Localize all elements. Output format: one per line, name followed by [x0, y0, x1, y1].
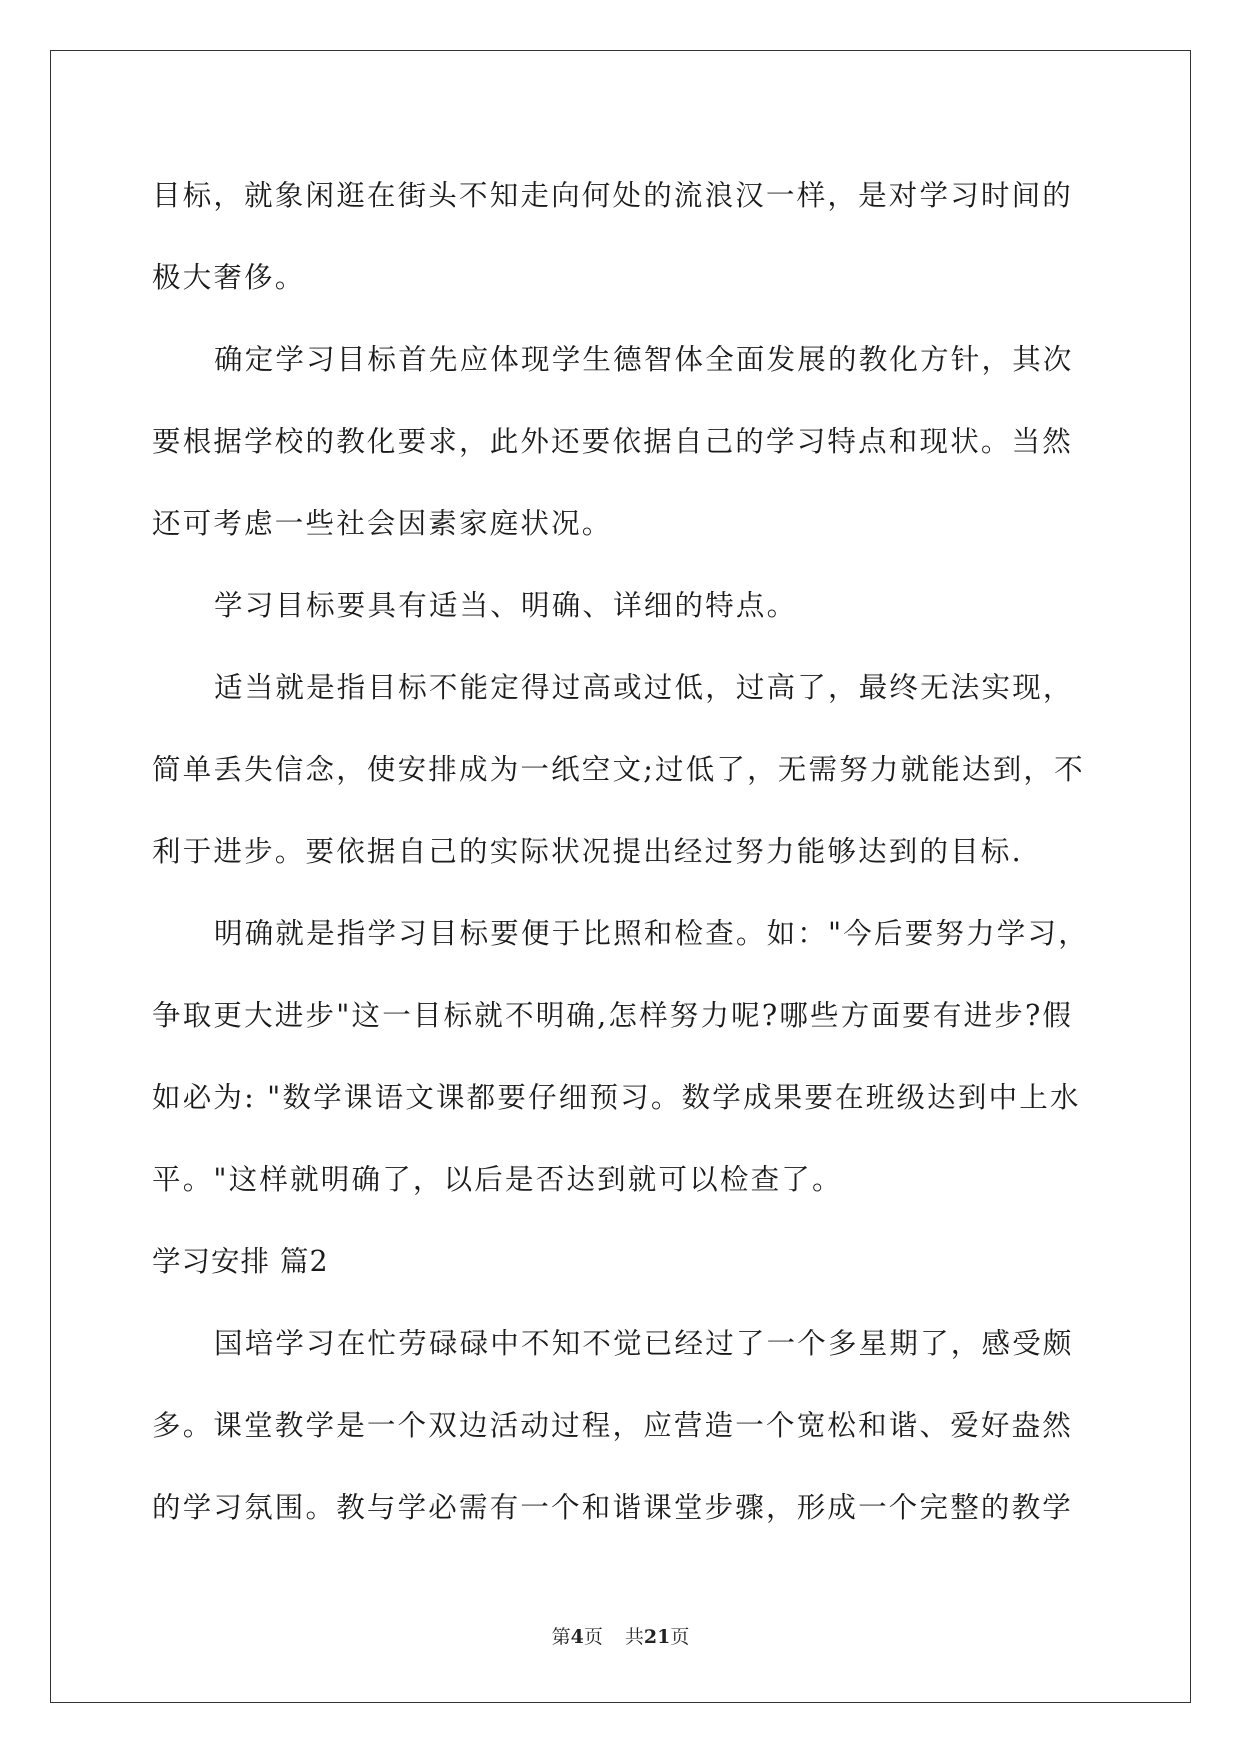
paragraph-start-line: 明确就是指学习目标要便于比照和检查。如："今后要努力学习，	[214, 917, 1089, 950]
text-line: 极大奢侈。	[152, 261, 306, 294]
text-line: 要根据学校的教化要求，此外还要依据自己的学习特点和现状。当然	[152, 425, 1074, 458]
page-suffix: 页	[583, 1626, 603, 1648]
paragraph-start-line: 确定学习目标首先应体现学生德智体全面发展的教化方针，其次	[214, 343, 1074, 376]
text-line: 如必为: "数学课语文课都要仔细预习。数学成果要在班级达到中上水	[152, 1081, 1081, 1114]
text-line: 的学习氛围。教与学必需有一个和谐课堂步骤，形成一个完整的教学	[152, 1491, 1074, 1524]
page-footer	[0, 1622, 1241, 1649]
text-line: 利于进步。要依据自己的实际状况提出经过努力能够达到的目标.	[152, 835, 1023, 868]
section-heading: 学习安排 篇2	[152, 1245, 329, 1278]
page-total-number: 21	[643, 1626, 671, 1648]
page-current-number: 4	[570, 1626, 584, 1648]
text-line: 目标，就象闲逛在街头不知走向何处的流浪汉一样，是对学习时间的	[152, 179, 1074, 212]
page-prefix: 第	[551, 1626, 571, 1648]
text-line: 还可考虑一些社会因素家庭状况。	[152, 507, 613, 540]
total-suffix: 页	[670, 1626, 690, 1648]
paragraph-start-line: 国培学习在忙劳碌碌中不知不觉已经过了一个多星期了，感受颇	[214, 1327, 1074, 1360]
paragraph-start-line: 适当就是指目标不能定得过高或过低，过高了，最终无法实现，	[214, 671, 1074, 704]
text-line: 平。"这样就明确了，以后是否达到就可以检查了。	[152, 1163, 843, 1196]
total-prefix: 共	[624, 1626, 644, 1648]
document-body	[152, 155, 1092, 1549]
text-line: 多。课堂教学是一个双边活动过程，应营造一个宽松和谐、爱好盎然	[152, 1409, 1074, 1442]
text-line: 简单丢失信念，使安排成为一纸空文;过低了，无需努力就能达到，不	[152, 753, 1085, 786]
text-line: 争取更大进步"这一目标就不明确,怎样努力呢?哪些方面要有进步?假	[152, 999, 1074, 1032]
paragraph-start-line: 学习目标要具有适当、明确、详细的特点。	[214, 589, 798, 622]
